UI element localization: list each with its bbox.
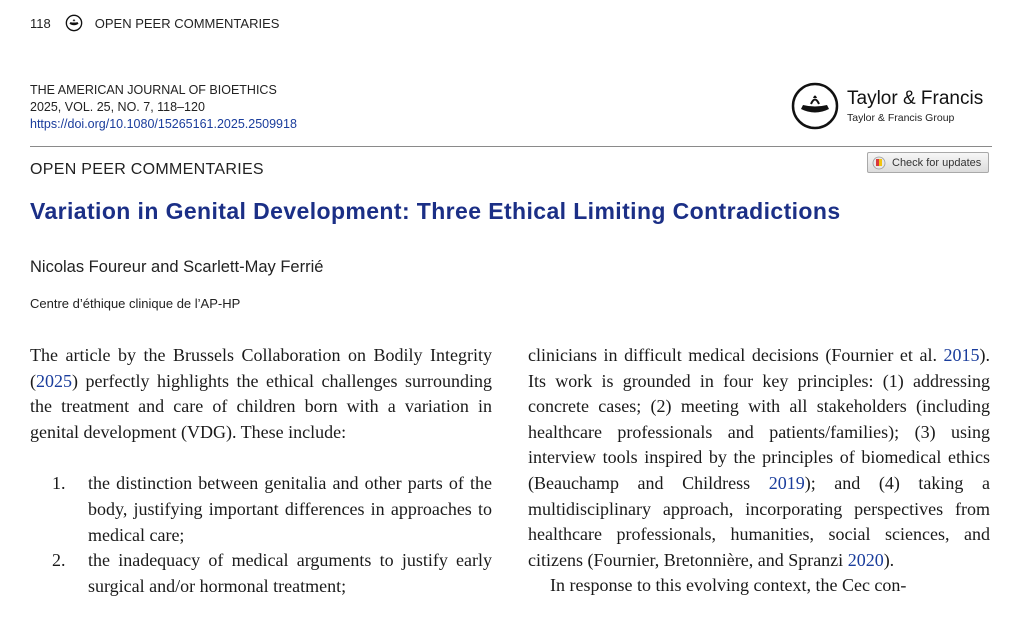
list-text: the distinction between genitalia and other parts of the body, justifying important differences in approaches to medical care; xyxy=(88,473,492,545)
intro-text-cont: ) perfectly highlights the ethical challenges surrounding the treatment and care of children born with a variation in genital development (VDG). These include: xyxy=(30,370,492,442)
cec-text: ). Its work is grounded in four key principles: (1) addressing concrete cases; (2) meeting with all stakeholders (including healthcare professionals and patients/families); (3) using interview tools inspired by the principles of biomedical ethics (Beauchamp and Childress xyxy=(528,345,990,493)
list-number: 2. xyxy=(52,550,66,571)
journal-issue: 2025, VOL. 25, NO. 7, 118–120 xyxy=(30,100,205,114)
cec-text: clinicians in difficult medical decisions (Fournier et al. xyxy=(528,345,944,365)
list-number: 1. xyxy=(52,473,66,494)
publisher-logo[interactable] xyxy=(791,82,983,130)
crossmark-icon xyxy=(872,156,886,170)
running-header xyxy=(30,14,279,32)
response-paragraph: In response to this evolving context, the Cec con- xyxy=(550,575,907,596)
cec-text: ); and (4) taking a multidisciplinary approach, incorporating perspectives from healthcare professionals, humanities, social sciences, and citizens (Fournier, Bretonnière, and Spranzi xyxy=(528,472,990,570)
header-divider xyxy=(30,146,992,147)
contradictions-list xyxy=(30,471,492,599)
list-text: the inadequacy of medical arguments to justify early surgical and/or hormonal treatment; xyxy=(88,550,492,596)
article-authors: Nicolas Foureur and Scarlett-May Ferrié xyxy=(30,258,324,276)
citation-link[interactable]: 2020 xyxy=(847,549,884,570)
page-number: 118 xyxy=(30,15,51,31)
intro-text: The article by the Brussels Collaboration on Bodily Integrity ( xyxy=(30,345,492,391)
publisher-lamp-icon xyxy=(65,14,83,32)
publisher-name: Taylor & Francis xyxy=(847,87,984,109)
intro-paragraph xyxy=(30,343,492,445)
list-item xyxy=(30,471,492,548)
check-updates-button[interactable] xyxy=(867,152,989,173)
section-label: OPEN PEER COMMENTARIES xyxy=(30,161,264,178)
citation-link[interactable]: 2019 xyxy=(768,472,805,493)
journal-info xyxy=(30,82,297,133)
journal-name: THE AMERICAN JOURNAL OF BIOETHICS xyxy=(30,83,277,97)
cec-text: ). xyxy=(883,549,895,570)
citation-link[interactable]: 2025 xyxy=(36,370,72,391)
doi-link[interactable]: https://doi.org/10.1080/15265161.2025.2509918 xyxy=(30,117,297,131)
taylor-francis-lamp-icon xyxy=(791,82,839,130)
left-column xyxy=(30,343,492,599)
publisher-group: Taylor & Francis Group xyxy=(847,111,955,124)
citation-link[interactable]: 2015 xyxy=(943,345,980,365)
author-affiliation: Centre d’éthique clinique de l’AP-HP xyxy=(30,296,241,311)
cec-paragraph xyxy=(528,343,990,573)
article-title: Variation in Genital Development: Three Ethical Limiting Contradictions xyxy=(30,198,841,224)
list-item xyxy=(30,548,492,599)
right-column xyxy=(528,343,990,599)
check-updates-label: Check for updates xyxy=(892,156,982,169)
running-header-label: OPEN PEER COMMENTARIES xyxy=(94,15,280,31)
